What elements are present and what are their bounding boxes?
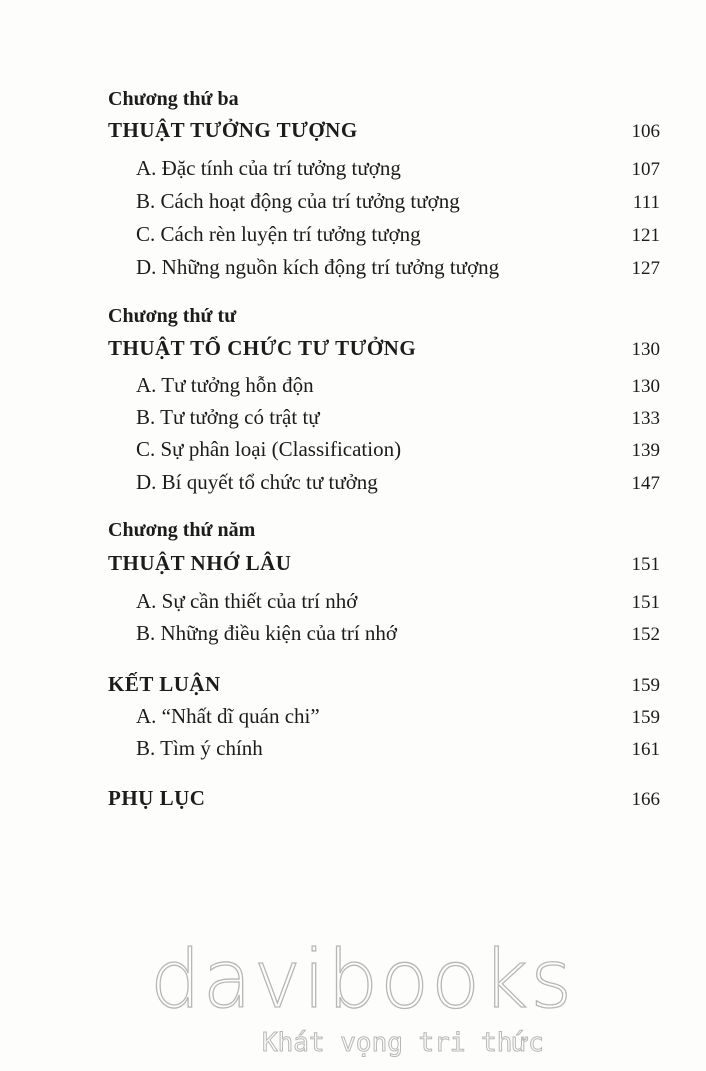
davibooks-watermark xyxy=(150,933,575,1026)
toc-entry-page: 121 xyxy=(631,225,660,246)
chapter-3-label: Chương thứ ba xyxy=(108,88,239,110)
toc-entry-label: C. Sự phân loại (Classification) xyxy=(136,437,402,461)
toc-entry-page: 159 xyxy=(631,707,660,728)
toc-entry-label: A. Tư tưởng hỗn độn xyxy=(136,373,314,397)
toc-entry-label: B. Cách hoạt động của trí tưởng tượng xyxy=(136,189,460,213)
chapter-3-page: 106 xyxy=(631,121,660,142)
toc-entry-label: B. Những điều kiện của trí nhớ xyxy=(136,621,398,645)
toc-entry-page: 139 xyxy=(631,440,660,461)
toc-entry-label: B. Tìm ý chính xyxy=(136,736,263,760)
chapter-4-title: THUẬT TỔ CHỨC TƯ TƯỞNG xyxy=(108,336,417,360)
conclusion-page: 159 xyxy=(631,675,660,696)
toc-entry-label: C. Cách rèn luyện trí tưởng tượng xyxy=(136,222,421,246)
watermark-brand: davibooks xyxy=(150,933,575,1026)
toc-entry-page: 111 xyxy=(632,192,660,213)
appendix-title: PHỤ LỤC xyxy=(108,786,206,810)
toc-entry[interactable] xyxy=(136,189,660,214)
chapter-3-heading[interactable] xyxy=(108,118,660,143)
toc-entry-label: A. Đặc tính của trí tưởng tượng xyxy=(136,156,401,180)
toc-entry[interactable] xyxy=(136,621,660,646)
toc-entry-page: 151 xyxy=(631,592,660,613)
chapter-5-heading[interactable] xyxy=(108,551,660,576)
chapter-5-page: 151 xyxy=(631,554,660,575)
toc-entry-label: A. Sự cần thiết của trí nhớ xyxy=(136,589,358,613)
chapter-4-page: 130 xyxy=(631,339,660,360)
toc-entry[interactable] xyxy=(136,437,660,462)
toc-entry-page: 130 xyxy=(631,376,660,397)
toc-entry-page: 161 xyxy=(631,739,660,760)
toc-entry[interactable] xyxy=(136,222,660,247)
chapter-4-label: Chương thứ tư xyxy=(108,305,237,327)
toc-entry-label: A. “Nhất dĩ quán chi” xyxy=(136,704,320,728)
appendix-page: 166 xyxy=(631,789,660,810)
conclusion-title: KẾT LUẬN xyxy=(108,672,221,696)
toc-entry-label: D. Bí quyết tổ chức tư tưởng xyxy=(136,470,378,494)
toc-entry-page: 133 xyxy=(631,408,660,429)
toc-entry[interactable] xyxy=(136,704,660,729)
conclusion-heading[interactable] xyxy=(108,672,660,697)
toc-entry-label: B. Tư tưởng có trật tự xyxy=(136,405,320,429)
toc-entry[interactable] xyxy=(136,255,660,280)
toc-entry[interactable] xyxy=(136,589,660,614)
appendix-heading[interactable] xyxy=(108,786,660,811)
chapter-5-label: Chương thứ năm xyxy=(108,519,256,541)
toc-entry[interactable] xyxy=(136,156,660,181)
toc-entry-page: 107 xyxy=(631,159,660,180)
toc-entry[interactable] xyxy=(136,373,660,398)
toc-entry-page: 127 xyxy=(631,258,660,279)
toc-entry-page: 147 xyxy=(631,473,660,494)
toc-entry[interactable] xyxy=(136,405,660,430)
toc-entry[interactable] xyxy=(136,470,660,495)
chapter-3-title: THUẬT TƯỞNG TƯỢNG xyxy=(108,118,358,142)
chapter-5-title: THUẬT NHỚ LÂU xyxy=(108,551,292,575)
chapter-4-heading[interactable] xyxy=(108,336,660,361)
watermark-slogan: Khát vọng tri thức xyxy=(262,1028,544,1058)
toc-entry[interactable] xyxy=(136,736,660,761)
toc-entry-label: D. Những nguồn kích động trí tưởng tượng xyxy=(136,255,500,279)
toc-entry-page: 152 xyxy=(631,624,660,645)
